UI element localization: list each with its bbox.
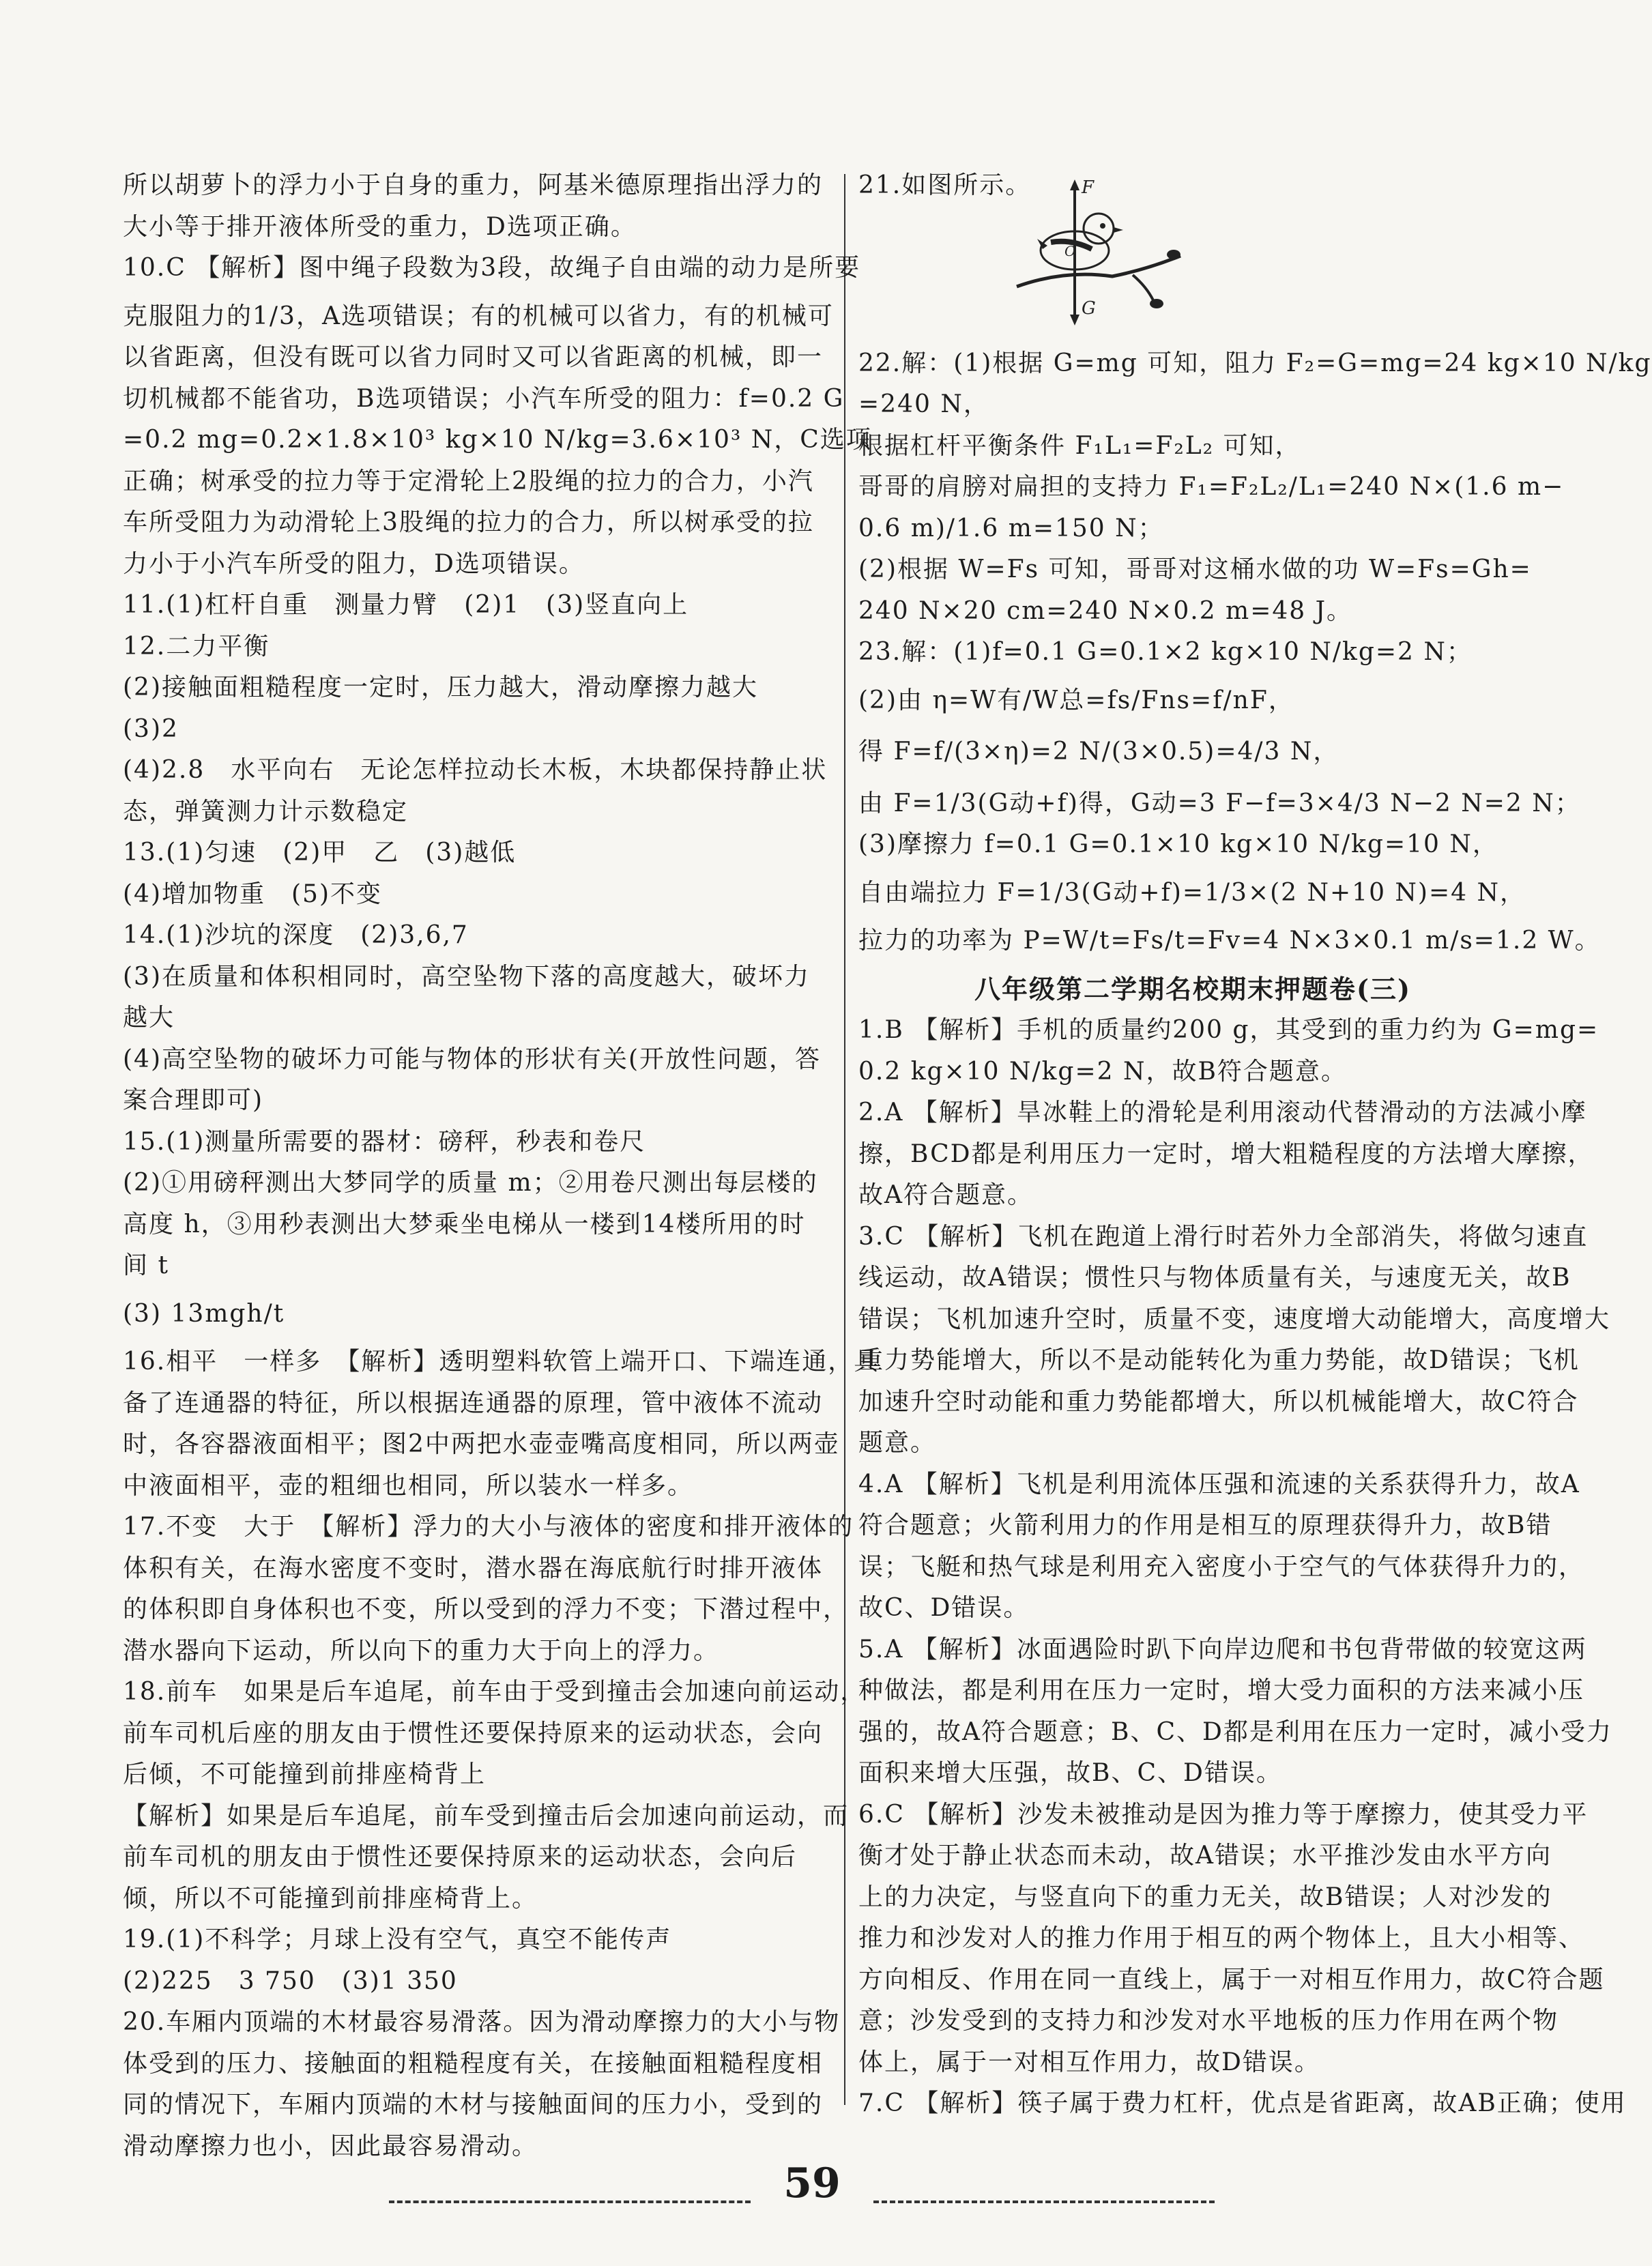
left-line: 力小于小汽车所受的阻力，D选项错误。 <box>123 549 585 578</box>
right-line: 衡才处于静止状态而未动，故A错误；水平推沙发由水平方向 <box>858 1842 1552 1870</box>
left-line: 所以胡萝卜的浮力小于自身的重力，阿基米德原理指出浮力的 <box>123 171 824 199</box>
force-label-G: G <box>1082 298 1096 319</box>
right-line: =240 N， <box>858 390 989 418</box>
left-line: 间 t <box>123 1251 169 1279</box>
left-line: (4)高空坠物的破坏力可能与物体的形状有关(开放性问题，答 <box>123 1045 822 1073</box>
right-line: 上的力决定，与竖直向下的重力无关，故B错误；人对沙发的 <box>858 1883 1552 1911</box>
left-line: (4)增加物重 (5)不变 <box>123 880 382 908</box>
left-line: 15.(1)测量所需要的器材：磅秤，秒表和卷尺 <box>123 1127 646 1156</box>
left-line: 20.车厢内顶端的木材最容易滑落。因为滑动摩擦力的大小与物 <box>123 2008 841 2036</box>
right-line: (3)摩擦力 f=0.1 G=0.1×10 kg×10 N/kg=10 N， <box>858 830 1498 858</box>
right-line: 意；沙发受到的支持力和沙发对水平地板的压力作用在两个物 <box>858 2007 1559 2035</box>
right-line: 得 F=f/(3×η)=2 N/(3×0.5)=4/3 N， <box>858 738 1339 766</box>
right-line: 2.A 【解析】旱冰鞋上的滑轮是利用滚动代替滑动的方法减小摩 <box>858 1099 1587 1127</box>
arrow-up-icon <box>1070 179 1079 190</box>
left-line: 后倾，不可能撞到前排座椅背上 <box>123 1760 487 1788</box>
right-line: (2)根据 W=Fs 可知，哥哥对这桶水做的功 W=Fs=Gh= <box>858 555 1532 583</box>
right-line: 八年级第二学期名校期末押题卷(三) <box>974 973 1411 1004</box>
left-line: (4)2.8 水平向右 无论怎样拉动长木板，木块都保持静止状 <box>123 756 828 784</box>
left-line: 16.相平 一样多 【解析】透明塑料软管上端开口、下端连通，具 <box>123 1348 880 1376</box>
right-line: 体上，属于一对相互作用力，故D错误。 <box>858 2048 1320 2076</box>
left-line: 倾，所以不可能撞到前排座椅背上。 <box>123 1884 538 1913</box>
right-line: 1.B 【解析】手机的质量约200 g，其受到的重力约为 G=mg= <box>858 1016 1599 1044</box>
right-line: 根据杠杆平衡条件 F₁L₁=F₂L₂ 可知， <box>858 431 1301 460</box>
left-line: 时，各容器液面相平；图2中两把水壶壶嘴高度相同，所以两壶 <box>123 1430 840 1458</box>
left-line: (2)①用磅秤测出大梦同学的质量 m；②用卷尺测出每层楼的 <box>123 1169 818 1197</box>
left-line: 车所受阻力为动滑轮上3股绳的拉力的合力，所以树承受的拉 <box>123 508 814 536</box>
right-line: 4.A 【解析】飞机是利用流体压强和流速的关系获得升力，故A <box>858 1470 1580 1498</box>
left-line: 正确；树承受的拉力等于定滑轮上2股绳的拉力的合力，小汽 <box>123 467 814 495</box>
right-line: 面积来增大压强，故B、C、D错误。 <box>858 1759 1282 1787</box>
left-line: (2)接触面粗糙程度一定时，压力越大，滑动摩擦力越大 <box>123 673 758 701</box>
right-line: (2)由 η=W有/W总=fs/Fns=f/nF， <box>858 686 1294 714</box>
left-line: 18.前车 如果是后车追尾，前车由于受到撞击会加速向前运动， <box>123 1678 867 1706</box>
left-line: 19.(1)不科学；月球上没有空气，真空不能传声 <box>123 1926 672 1953</box>
right-line: 23.解：(1)f=0.1 G=0.1×2 kg×10 N/kg=2 N； <box>858 638 1473 666</box>
right-line: 故C、D错误。 <box>858 1594 1030 1622</box>
right-line: 240 N×20 cm=240 N×0.2 m=48 J。 <box>858 596 1353 625</box>
left-line: 体受到的压力、接触面的粗糙程度有关，在接触面粗糙程度相 <box>123 2049 824 2078</box>
right-line: 自由端拉力 F=1/3(G动+f)=1/3×(2 N+10 N)=4 N， <box>858 878 1526 907</box>
right-line: 重力势能增大，所以不是动能转化为重力势能，故D错误；飞机 <box>858 1346 1580 1374</box>
left-line: 前车司机的朋友由于惯性还要保持原来的运动状态，会向后 <box>123 1843 798 1871</box>
right-line: 方向相反、作用在同一直线上，属于一对相互作用力，故C符合题 <box>858 1965 1605 1994</box>
left-line: 以省距离，但没有既可以省力同时又可以省距离的机械，即一 <box>123 343 824 371</box>
right-line: 误；飞艇和热气球是利用充入密度小于空气的气体获得升力的， <box>858 1552 1585 1581</box>
left-line: 10.C 【解析】图中绳子段数为3段，故绳子自由端的动力是所要 <box>123 254 861 282</box>
right-line: 强的，故A符合题意；B、C、D都是利用在压力一定时，减小受力 <box>858 1717 1612 1746</box>
left-line: 12.二力平衡 <box>123 632 270 660</box>
left-line: 14.(1)沙坑的深度 (2)3,6,7 <box>123 921 469 949</box>
footer-line-right <box>873 2200 1215 2203</box>
right-line: 21.如图所示。 <box>858 171 1032 199</box>
right-line: 22.解：(1)根据 G=mg 可知，阻力 F₂=G=mg=24 kg×10 N/kg <box>858 349 1652 377</box>
right-line: 推力和沙发对人的推力作用于相互的两个物体上，且大小相等、 <box>858 1924 1585 1952</box>
footer-line-left <box>389 2200 751 2203</box>
left-line: 滑动摩擦力也小，因此最容易滑动。 <box>123 2132 538 2160</box>
left-line: 11.(1)杠杆自重 测量力臂 (2)1 (3)竖直向上 <box>123 591 689 619</box>
left-line: 13.(1)匀速 (2)甲 乙 (3)越低 <box>123 839 517 867</box>
left-line: 大小等于排开液体所受的重力，D选项正确。 <box>123 212 637 241</box>
left-line: 态，弹簧测力计示数稳定 <box>123 797 409 826</box>
right-line: 3.C 【解析】飞机在跑道上滑行时若外力全部消失，将做匀速直 <box>858 1222 1589 1251</box>
right-line: 线运动，故A错误；惯性只与物体质量有关，与速度无关，故B <box>858 1264 1571 1292</box>
left-line: (3)2 <box>123 714 179 743</box>
left-line: 潜水器向下运动，所以向下的重力大于向上的浮力。 <box>123 1636 720 1665</box>
right-line: 哥哥的肩膀对扁担的支持力 F₁=F₂L₂/L₁=240 N×(1.6 m− <box>858 473 1565 501</box>
left-line: 的体积即自身体积也不变，所以受到的浮力不变；下潜过程中， <box>123 1595 850 1623</box>
left-line: 前车司机后座的朋友由于惯性还要保持原来的运动状态，会向 <box>123 1719 824 1747</box>
right-line: 故A符合题意。 <box>858 1181 1033 1209</box>
right-line: 0.6 m)/1.6 m=150 N； <box>858 514 1164 542</box>
right-line: 题意。 <box>858 1429 937 1457</box>
left-line: 体积有关，在海水密度不变时，潜水器在海底航行时排开液体 <box>123 1554 824 1582</box>
right-line: 拉力的功率为 P=W/t=Fs/t=Fv=4 N×3×0.1 m/s=1.2 W。 <box>858 927 1601 955</box>
left-line: 【解析】如果是后车追尾，前车受到撞击后会加速向前运动，而 <box>123 1801 850 1830</box>
right-line: 错误；飞机加速升空时，质量不变，速度增大动能增大，高度增大 <box>858 1305 1611 1333</box>
right-line: 符合题意；火箭利用力的作用是相互的原理获得升力，故B错 <box>858 1511 1552 1539</box>
left-line: 案合理即可) <box>123 1086 264 1114</box>
left-line: 切机械都不能省功，B选项错误；小汽车所受的阻力：f=0.2 G <box>123 384 845 413</box>
force-label-F: F <box>1082 177 1095 198</box>
left-line: 克服阻力的1/3，A选项错误；有的机械可以省力，有的机械可 <box>123 302 834 330</box>
left-line: (3) 13mgh/t <box>123 1299 285 1328</box>
left-line: 高度 h，③用秒表测出大梦乘坐电梯从一楼到14楼所用的时 <box>123 1210 806 1238</box>
right-line: 7.C 【解析】筷子属于费力杠杆，优点是省距离，故AB正确；使用 <box>858 2089 1627 2117</box>
right-line: 擦，BCD都是利用压力一定时，增大粗糙程度的方法增大摩擦， <box>858 1139 1594 1168</box>
page-number: 59 <box>783 2160 841 2207</box>
right-line: 加速升空时动能和重力势能都增大，所以机械能增大，故C符合 <box>858 1387 1579 1416</box>
right-line: 0.2 kg×10 N/kg=2 N，故B符合题意。 <box>858 1057 1347 1086</box>
left-line: (2)225 3 750 (3)1 350 <box>123 1966 458 1995</box>
left-line: 同的情况下，车厢内顶端的木材与接触面间的压力小，受到的 <box>123 2091 824 2119</box>
left-line: 备了连通器的特征，所以根据连通器的原理，管中液体不流动 <box>123 1389 824 1417</box>
left-line: 中液面相平，壶的粗细也相同，所以装水一样多。 <box>123 1471 694 1500</box>
right-line: 由 F=1/3(G动+f)得，G动=3 F−f=3×4/3 N−2 N=2 N； <box>858 789 1581 817</box>
left-line: 越大 <box>123 1004 175 1032</box>
arrow-down-icon <box>1070 315 1079 325</box>
bird-force-diagram <box>1010 174 1187 331</box>
right-line: 6.C 【解析】沙发未被推动是因为推力等于摩擦力，使其受力平 <box>858 1800 1589 1829</box>
right-line: 种做法，都是利用在压力一定时，增大受力面积的方法来减小压 <box>858 1676 1585 1704</box>
left-line: (3)在质量和体积相同时，高空坠物下落的高度越大，破坏力 <box>123 962 810 991</box>
left-line: 17.不变 大于 【解析】浮力的大小与液体的密度和排开液体的 <box>123 1513 854 1541</box>
right-line: 5.A 【解析】冰面遇险时趴下向岸边爬和书包背带做的较宽这两 <box>858 1635 1587 1664</box>
left-line: =0.2 mg=0.2×1.8×10³ kg×10 N/kg=3.6×10³ N，C选项 <box>123 426 872 454</box>
point-label-O: O <box>1064 243 1076 259</box>
